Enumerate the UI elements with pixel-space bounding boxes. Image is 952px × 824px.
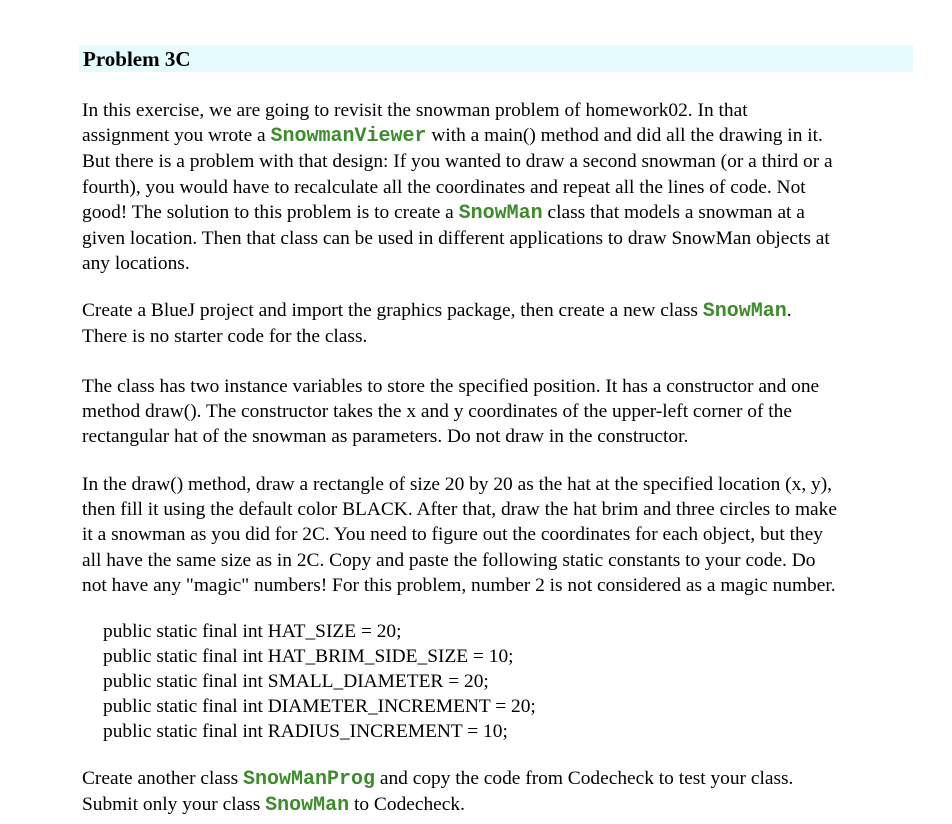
- constant-line: public static final int HAT_SIZE = 20;: [103, 621, 402, 642]
- constant-line: public static final int DIAMETER_INCREMENT = 20;: [103, 696, 536, 717]
- constant-line: public static final int RADIUS_INCREMENT = 10;: [103, 721, 508, 742]
- text-line: But there is a problem with that design: If you wanted to draw a second snowman (or a third or a: [82, 151, 833, 173]
- constant-line: public static final int HAT_BRIM_SIDE_SIZE = 10;: [103, 646, 514, 667]
- code-snowmanviewer: SnowmanViewer: [270, 125, 427, 149]
- text-line: In this exercise, we are going to revisit the snowman problem of homework02. In that: [82, 100, 748, 121]
- project-paragraph: [82, 298, 918, 349]
- code-snowman: SnowMan: [702, 300, 787, 323]
- text-line: method draw(). The constructor takes the x and y coordinates of the upper-left corner of the: [82, 401, 792, 423]
- class-paragraph: [82, 374, 918, 450]
- text-line: Create another class SnowManProg and copy the code from Codecheck to test your class.: [82, 768, 794, 791]
- text-line: Submit only your class SnowMan to Codecheck.: [82, 794, 465, 818]
- text-line: In the draw() method, draw a rectangle of size 20 by 20 as the hat at the specified location (x, y),: [82, 474, 833, 495]
- intro-paragraph: [82, 98, 918, 276]
- text-line: any locations.: [82, 253, 190, 275]
- text-line: then fill it using the default color BLACK. After that, draw the hat brim and three circles to make: [82, 499, 837, 521]
- text-line: not have any "magic" numbers! For this problem, number 2 is not considered as a magic number.: [82, 574, 836, 596]
- text-line: There is no starter code for the class.: [82, 326, 368, 348]
- constant-line: public static final int SMALL_DIAMETER = 20;: [103, 671, 489, 692]
- text-line: all have the same size as in 2C. Copy and paste the following static constants to your code. Do: [82, 549, 816, 571]
- code-snowman: SnowMan: [265, 794, 350, 818]
- submit-paragraph: [82, 766, 918, 818]
- page-title: Problem 3C: [83, 47, 191, 71]
- code-snowmanprog: SnowManProg: [242, 768, 376, 791]
- text-line: fourth), you would have to recalculate all the coordinates and repeat all the lines of code. Not: [82, 176, 806, 198]
- text-line: Create a BlueJ project and import the graphics package, then create a new class SnowMan.: [82, 300, 792, 323]
- text-line: The class has two instance variables to store the specified position. It has a constructor and one: [82, 376, 820, 397]
- constants-block: [103, 619, 536, 744]
- text-line: good! The solution to this problem is to create a SnowMan class that models a snowman at a: [82, 201, 805, 225]
- heading-bar: [79, 45, 913, 72]
- code-snowman: SnowMan: [458, 201, 543, 225]
- text-line: it a snowman as you did for 2C. You need to figure out the coordinates for each object, but they: [82, 524, 823, 546]
- draw-paragraph: [82, 472, 918, 598]
- text-line: given location. Then that class can be used in different applications to draw SnowMan objects at: [82, 228, 830, 250]
- text-line: assignment you wrote a SnowmanViewer with a main() method and did all the drawing in it.: [82, 125, 823, 149]
- text-line: rectangular hat of the snowman as parameters. Do not draw in the constructor.: [82, 426, 689, 448]
